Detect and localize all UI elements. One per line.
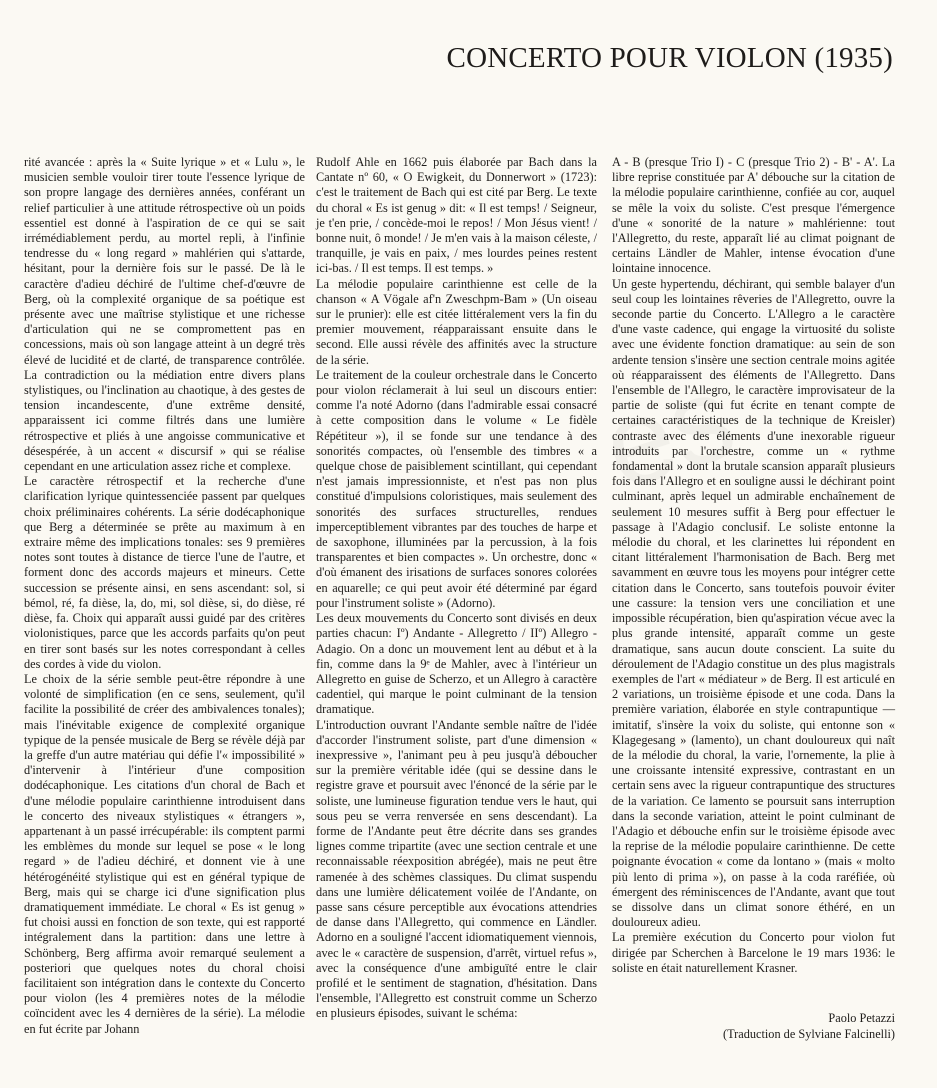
author-name: Paolo Petazzi [828,1011,895,1025]
text-column-3 [612,155,895,976]
signature-block [612,1011,895,1042]
paragraph: L'introduction ouvrant l'Andante semble naître de l'idée d'accorder l'instrument soliste, part d'une dimension « inexpressive », l'animant peu à peu jusqu'à déboucher sur la première véritable idée (qui se dessine dans le registre grave et poursuit avec l'énoncé de la série par le soliste, une lumineuse figuration tendue vers le haut, qui sous peu se verra renversée en sens descendant). La forme de l'Andante peut être décrite dans ses grandes lignes comme tripartite (avec une section centrale et une reconnaissable réexposition abrégée), mais ne peut être ramenée à des schèmes classiques. Du climat suspendu dans une lumière délicatement voilée de l'Andante, on passe sans césure perceptible aux évocations attendries de danse dans l'Allegretto, qui commence en Ländler. Adorno en a souligné l'accent idiomatiquement viennois, avec le « caractère de suspension, d'arrêt, virtuel refus », avec la conséquence d'une ambiguïté entre le clair profilé et le sentiment de stagnation, d'hésitation. Dans l'ensemble, l'Allegretto est construit comme un Scherzo en plusieurs épisodes, suivant le schéma: [316,717,597,1021]
paragraph: Un geste hypertendu, déchirant, qui semble balayer d'un seul coup les lointaines rêveries de l'Allegretto, ouvre la seconde partie du Concerto. L'Allegro a le caractère d'une vaste cadence, qui engage la virtuosité du soliste avec une évidente fonction dramatique: au sein de son ardente tension s'insère une section centrale moins agitée où réapparaissent des éléments de l'Allegretto. Dans l'ensemble de l'Allegro, le caractère improvisateur de la partie de soliste (qui fut écrite en tenant compte de certaines caractéristiques de la technique de Kreisler) contraste avec des éléments d'une inexorable rigueur introduits par l'orchestre, comme un « rythme fondamental » dont la brutale scansion apparaît plusieurs fois dans l'Allegro et en souligne aussi le déchirant point culminant, après lequel un admirable enchaînement de seulement 10 mesures suffit à Berg pour effectuer le passage à l'Adagio conclusif. Le soliste entonne la mélodie du choral, et les clarinettes lui répondent en citant littéralement l'harmonisation de Bach. Berg met savamment en œuvre tous les moyens pour intégrer cette citation dans le Concerto, sans toutefois pouvoir éviter une cassure: la tension vers une conciliation et une impossible récupération, bien qu'aspiration vécue avec la plus grande intensité, apparaît comme un geste dramatique, sans aucun doute conscient. La suite du déroulement de l'Adagio constitue un des plus magistrals exemples de l'art « médiateur » de Berg. Il est articulé en 2 variations, un troisième épisode et une coda. Dans la première variation, élaborée en style contrapuntique — imitatif, s'insère la voix du soliste, qui entonne son « Klagegesang » (lamento), un chant douloureux qui naît de la mélodie du choral, la varie, l'ornemente, la plie à une croissante intensité expressive, contrastant en un certain sens avec la rigueur contrapuntique des structures de la variation. Ce lamento se poursuit sans interruption dans la seconde variation, atteint le point culminant de l'Adagio et débouche enfin sur le troisième épisode avec la reprise de la mélodie populaire carinthienne. De cette poignante évocation « come da lontano » (mais « molto più lento di prima »), on passe à la coda raréfiée, où émergent des réminiscences de l'Andante, avant que tout se dissolve dans un climat sonore éthéré, en un douloureux adieu. [612,276,895,930]
paragraph: Les deux mouvements du Concerto sont divisés en deux parties chacun: Iº) Andante - Allegretto / IIº) Allegro - Adagio. On a donc un mouvement lent au début et à la fin, comme dans la 9ᵉ de Mahler, avec à l'intérieur un Allegretto en guise de Scherzo, et un Allegro à caractère cadentiel, qui marque le point culminant de la tension dramatique. [316,611,597,717]
paragraph: rité avancée : après la « Suite lyrique » et « Lulu », le musicien semble vouloir tirer toute l'essence lyrique de son propre langage des dernières années, conférant un relief particulier à une attitude rétrospective où un poids essentiel est donné à l'aspiration de ce qui se sait irrémédiablement perdu, au mortel repli, à l'infinie tendresse du « long regard » mahlérien qui s'attarde, hésitant, pour la dernière fois sur le passé. De là le caractère d'adieu déchiré de l'ultime chef-d'œuvre de Berg, où la complexité organique de sa poétique est présente avec une maîtrise stylistique et une richesse d'articulation qui ne se compromettent pas en concessions, mais où son langage atteint à un degré très élevé de lucidité et de clarté, de transparence contrôlée. La contradiction ou la médiation entre divers plans stylistiques, ou l'inclination au chaotique, à des gestes de tension incandescente, d'une extrême densité, apparaissent ici comme filtrés dans une lumière rétrospective et pliés à une angoisse communicative et désespérée, à un accent « discursif » qui se réalise cependant en une articulation assez riche et complexe. [24,155,305,474]
text-column-2 [316,155,597,1022]
paragraph: Le choix de la série semble peut-être répondre à une volonté de simplification (en ce sens, seulement, qu'il facilite la possibilité de créer des ambivalences tonales); mais l'inévitable exigence de complexité organique typique de la pensée musicale de Berg se révèle déjà par la greffe d'un autre matériau qui défie l'« impossibilité » d'intervenir à l'intérieur d'une composition dodécaphonique. Les citations d'un choral de Bach et d'une mélodie populaire carinthienne introduisent dans le concerto des niveaux stylistiques « étrangers », appartenant à un passé irrécupérable: ils comptent parmi les emblèmes du monde sur lequel se pose « le long regard » de l'adieu déchiré, et donnent vie à une hétérogénéité stylistique qui est en général typique de Berg, mais qui se charge ici d'une signification plus dramatiquement immédiate. Le choral « Es ist genug » fut choisi aussi en fonction de son texte, qui est rapporté intégralement dans la partition: dans une lettre à Schönberg, Berg affirma avoir remarqué seulement a posteriori que quelques notes du choral choisi facilitaient son intégration dans le contexte du Concerto pour violon (les 4 premières notes de la mélodie coïncident avec les 4 dernières de la série). La mélodie en fut écrite par Johann [24,671,305,1036]
page-title: CONCERTO POUR VIOLON (1935) [446,42,893,74]
paragraph: La première exécution du Concerto pour violon fut dirigée par Scherchen à Barcelone le 19 mars 1936: le soliste en était naturellement Krasner. [612,930,895,975]
text-column-1 [24,155,305,1037]
paragraph: La mélodie populaire carinthienne est celle de la chanson « A Vögale af'n Zweschpm-Bam » (Un oiseau sur le prunier): elle est citée littéralement vers la fin du premier mouvement, réapparaissant ensuite dans le second. Elle aussi révèle des affinités avec la structure de la série. [316,276,597,367]
paragraph: Le traitement de la couleur orchestrale dans le Concerto pour violon réclamerait à lui seul un discours entier: comme l'a noté Adorno (dans l'admirable essai consacré à cette composition dans le volume « Le fidèle Répétiteur »), il se fonde sur une tendance à des sonorités compactes, où l'ensemble des timbres « a quelque chose de paisiblement scintillant, qui cependant n'est jamais impressionniste, et n'est pas non plus constitué d'impulsions coloristiques, mais seulement des sonorités des surfaces structurelles, rendues imperceptiblement vibrantes par des touches de harpe et de saxophone, illuminées par la percussion, à la fois transparentes et bien compactes ». Un orchestre, donc « d'où émanent des irisations de surfaces sonores colorées en aquarelle; ce qui peut avoir été déterminé par égard pour l'instrument soliste » (Adorno). [316,367,597,610]
paragraph: Le caractère rétrospectif et la recherche d'une clarification lyrique quintessenciée passent par quelques choix préliminaires cohérents. La série dodécaphonique que Berg a déterminée se prête au maximum à en extraire même des implications tonales: ses 9 premières notes sont toutes à distance de tierce l'une de l'autre, et forment donc des accords majeurs et mineurs. Cette succession se présente ainsi, en sens ascendant: sol, si bémol, ré, fa dièse, la, do, mi, sol dièse, si, do dièse, ré dièse, fa. Choix qui apparaît aussi guidé par des critères violonistiques, parce que les accords parfaits qu'on peut en tirer sont basés sur les notes correspondant à celles des cordes à vide du violon. [24,474,305,671]
translator-credit: (Traduction de Sylviane Falcinelli) [722,1026,895,1041]
paragraph: Rudolf Ahle en 1662 puis élaborée par Bach dans la Cantate nº 60, « O Ewigkeit, du Donnerwort » (1723): c'est le traitement de Bach qui est cité par Berg. Le texte du choral « Es ist genug » dit: « Il est temps! / Seigneur, je t'en prie, / concède-moi le repos! / Mon Jésus vient! / bonne nuit, ô monde! / Je m'en vais à la maison céleste, / tranquille, je vais en paix, / mes lourdes peines restent ici-bas. / Il est temps. Il est temps. » [316,155,597,276]
paragraph: A - B (presque Trio I) - C (presque Trio 2) - B' - A'. La libre reprise constituée par A' débouche sur la citation de la mélodie populaire carinthienne, confiée au cor, auquel se mêle la voix du soliste. C'est presque l'émergence d'une « sonorité de la nature » mahlérienne: tout l'Allegretto, du reste, apparaît lié au climat poignant de certains Ländler de Mahler, intense évocation d'une lointaine innocence. [612,155,895,276]
